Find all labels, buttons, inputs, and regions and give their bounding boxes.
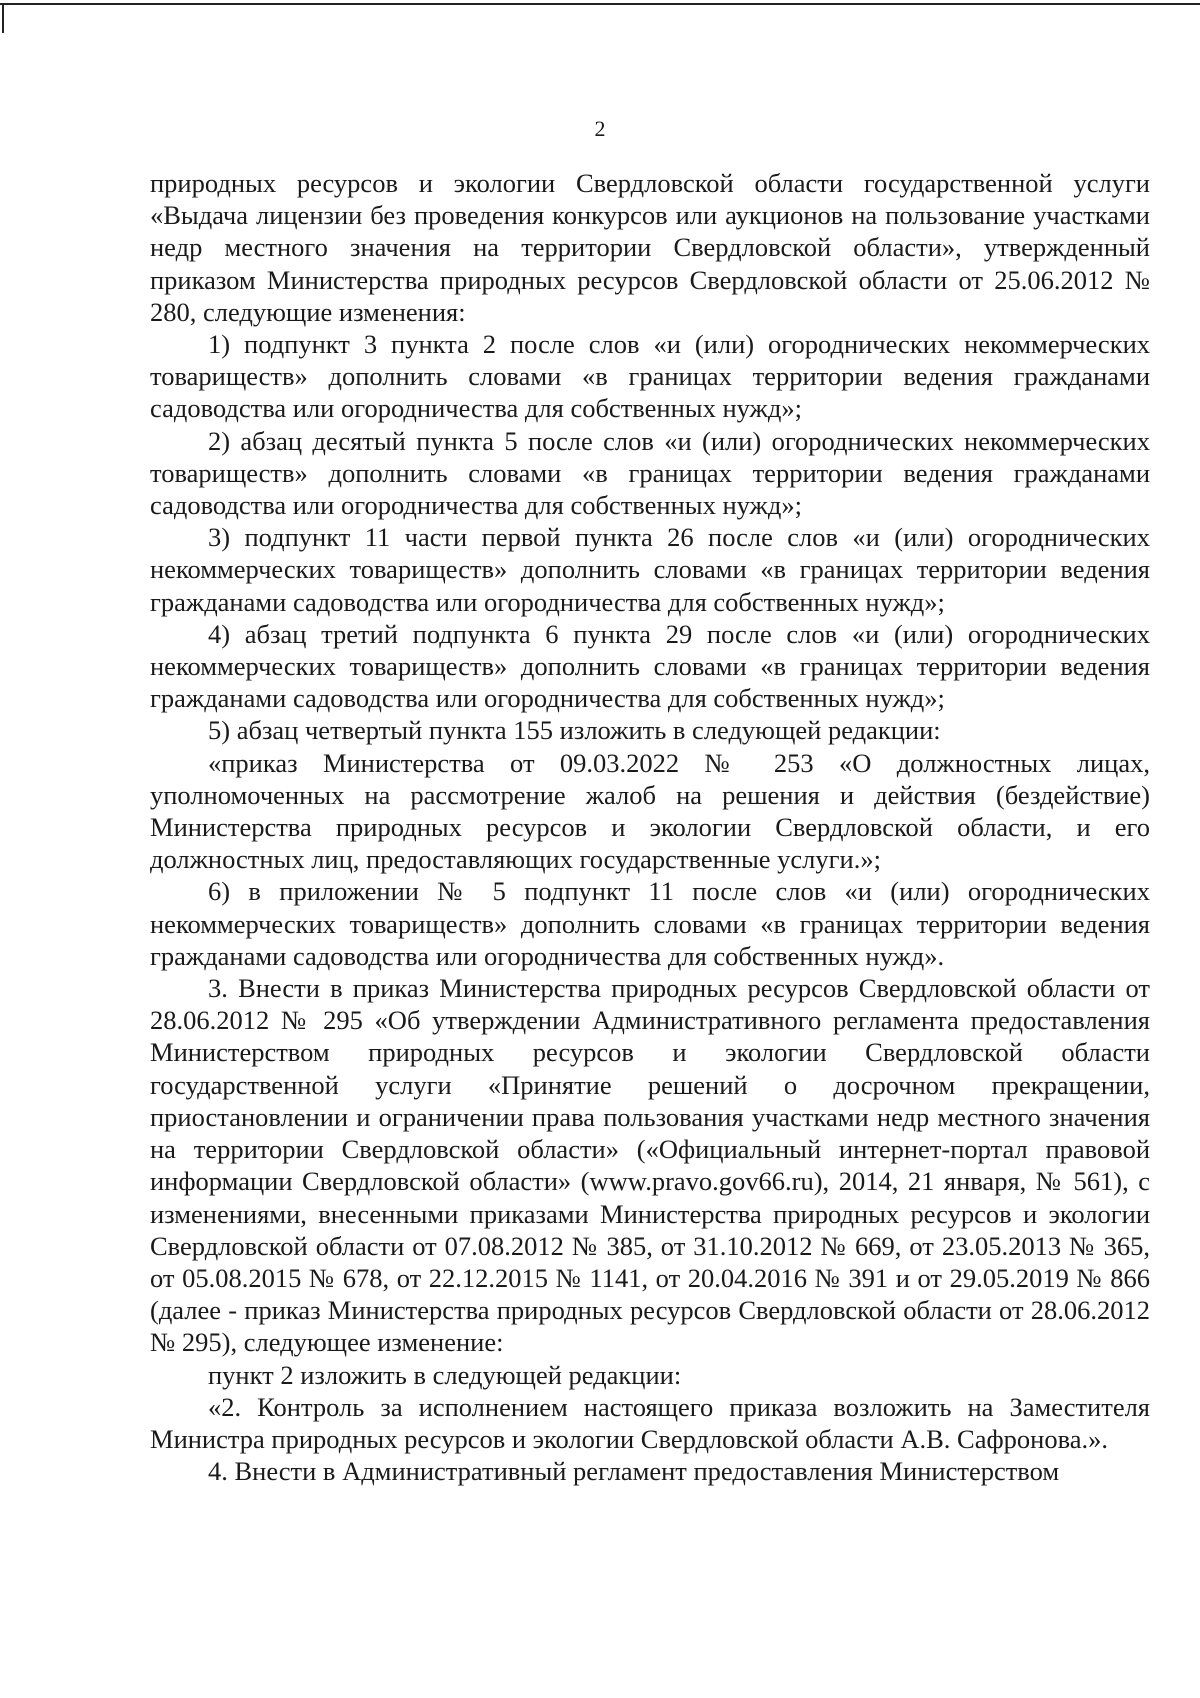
paragraph-section-4: 4. Внести в Административный регламент предоставления Министерством <box>208 1456 1060 1487</box>
paragraph-item-6: 6) в приложении № 5 подпункт 11 после слов «и (или) огороднических некоммерческих товариществ» дополнить словами «в границах территории ведения гражданами садоводства или огородничества для собственных нужд». <box>150 876 1150 971</box>
paragraph-item-4: 4) абзац третий подпункта 6 пункта 29 после слов «и (или) огороднических некоммерческих товариществ» дополнить словами «в границах территории ведения гражданами садоводства или огородничества для собственных нужд»; <box>150 618 1150 714</box>
paragraph-continuation: природных ресурсов и экологии Свердловской области государственной услуги «Выдача лицензии без проведения конкурсов или аукционов на пользование участками недр местного значения на территории Свердловской области», утвержденный приказом Министерства природных ресурсов Свердловской области от 25.06.2012 № 280, следующие изменения: <box>150 168 1150 327</box>
paragraph-item-3: 3) подпункт 11 части первой пункта 26 после слов «и (или) огороднических некоммерческих товариществ» дополнить словами «в границах территории ведения гражданами садоводства или огородничества для собственных нужд»; <box>150 522 1150 617</box>
document-body <box>150 167 1150 1487</box>
page-number: 2 <box>594 116 606 141</box>
scan-edge-line-top <box>0 3 1200 5</box>
paragraph-item-1: 1) подпункт 3 пункта 2 после слов «и (или) огороднических некоммерческих товариществ» дополнить словами «в границах территории ведения гражданами садоводства или огородничества для собственных нужд»; <box>150 329 1150 424</box>
paragraph-section-3-quote: «2. Контроль за исполнением настоящего приказа возложить на Заместителя Министра природных ресурсов и экологии Свердловской области А.В. Сафронова.». <box>150 1391 1150 1454</box>
paragraph-item-5: 5) абзац четвертый пункта 155 изложить в следующей редакции: <box>208 715 941 746</box>
paragraph-item-5-quote: «приказ Министерства от 09.03.2022 № 253 «О должностных лицах, уполномоченных на рассмотрение жалоб на решения и действия (бездействие) Министерства природных ресурсов и экологии Свердловской области, и его должностных лиц, предоставляющих государственные услуги.»; <box>150 747 1150 875</box>
paragraph-section-3: 3. Внести в приказ Министерства природных ресурсов Свердловской области от 28.06.2012 № 295 «Об утверждении Административного регламента предоставления Министерством природных ресурсов и экологии Свердловской области государственной услуги «Принятие решений о досрочном прекращении, приостановлении и ограничении права пользования участками недр местного значения на территории Свердловской области» («Официальный интернет-портал правовой информации Свердловской области» (www.pravo.gov66.ru), 2014, 21 января, № 561), с изменениями, внесенными приказами Министерства природных ресурсов и экологии Свердловской области от 07.08.2012 № 385, от 31.10.2012 № 669, от 23.05.2013 № 365, от 05.08.2015 № 678, от 22.12.2015 № 1141, от 20.04.2016 № 391 и от 29.05.2019 № 866 (далее - приказ Министерства природных ресурсов Свердловской области от 28.06.2012 № 295), следующее изменение: <box>150 973 1150 1358</box>
paragraph-item-2: 2) абзац десятый пункта 5 после слов «и (или) огороднических некоммерческих товариществ» дополнить словами «в границах территории ведения гражданами садоводства или огородничества для собственных нужд»; <box>150 425 1150 521</box>
paragraph-section-3-point: пункт 2 изложить в следующей редакции: <box>208 1359 682 1390</box>
scan-edge-line-left <box>2 3 4 33</box>
